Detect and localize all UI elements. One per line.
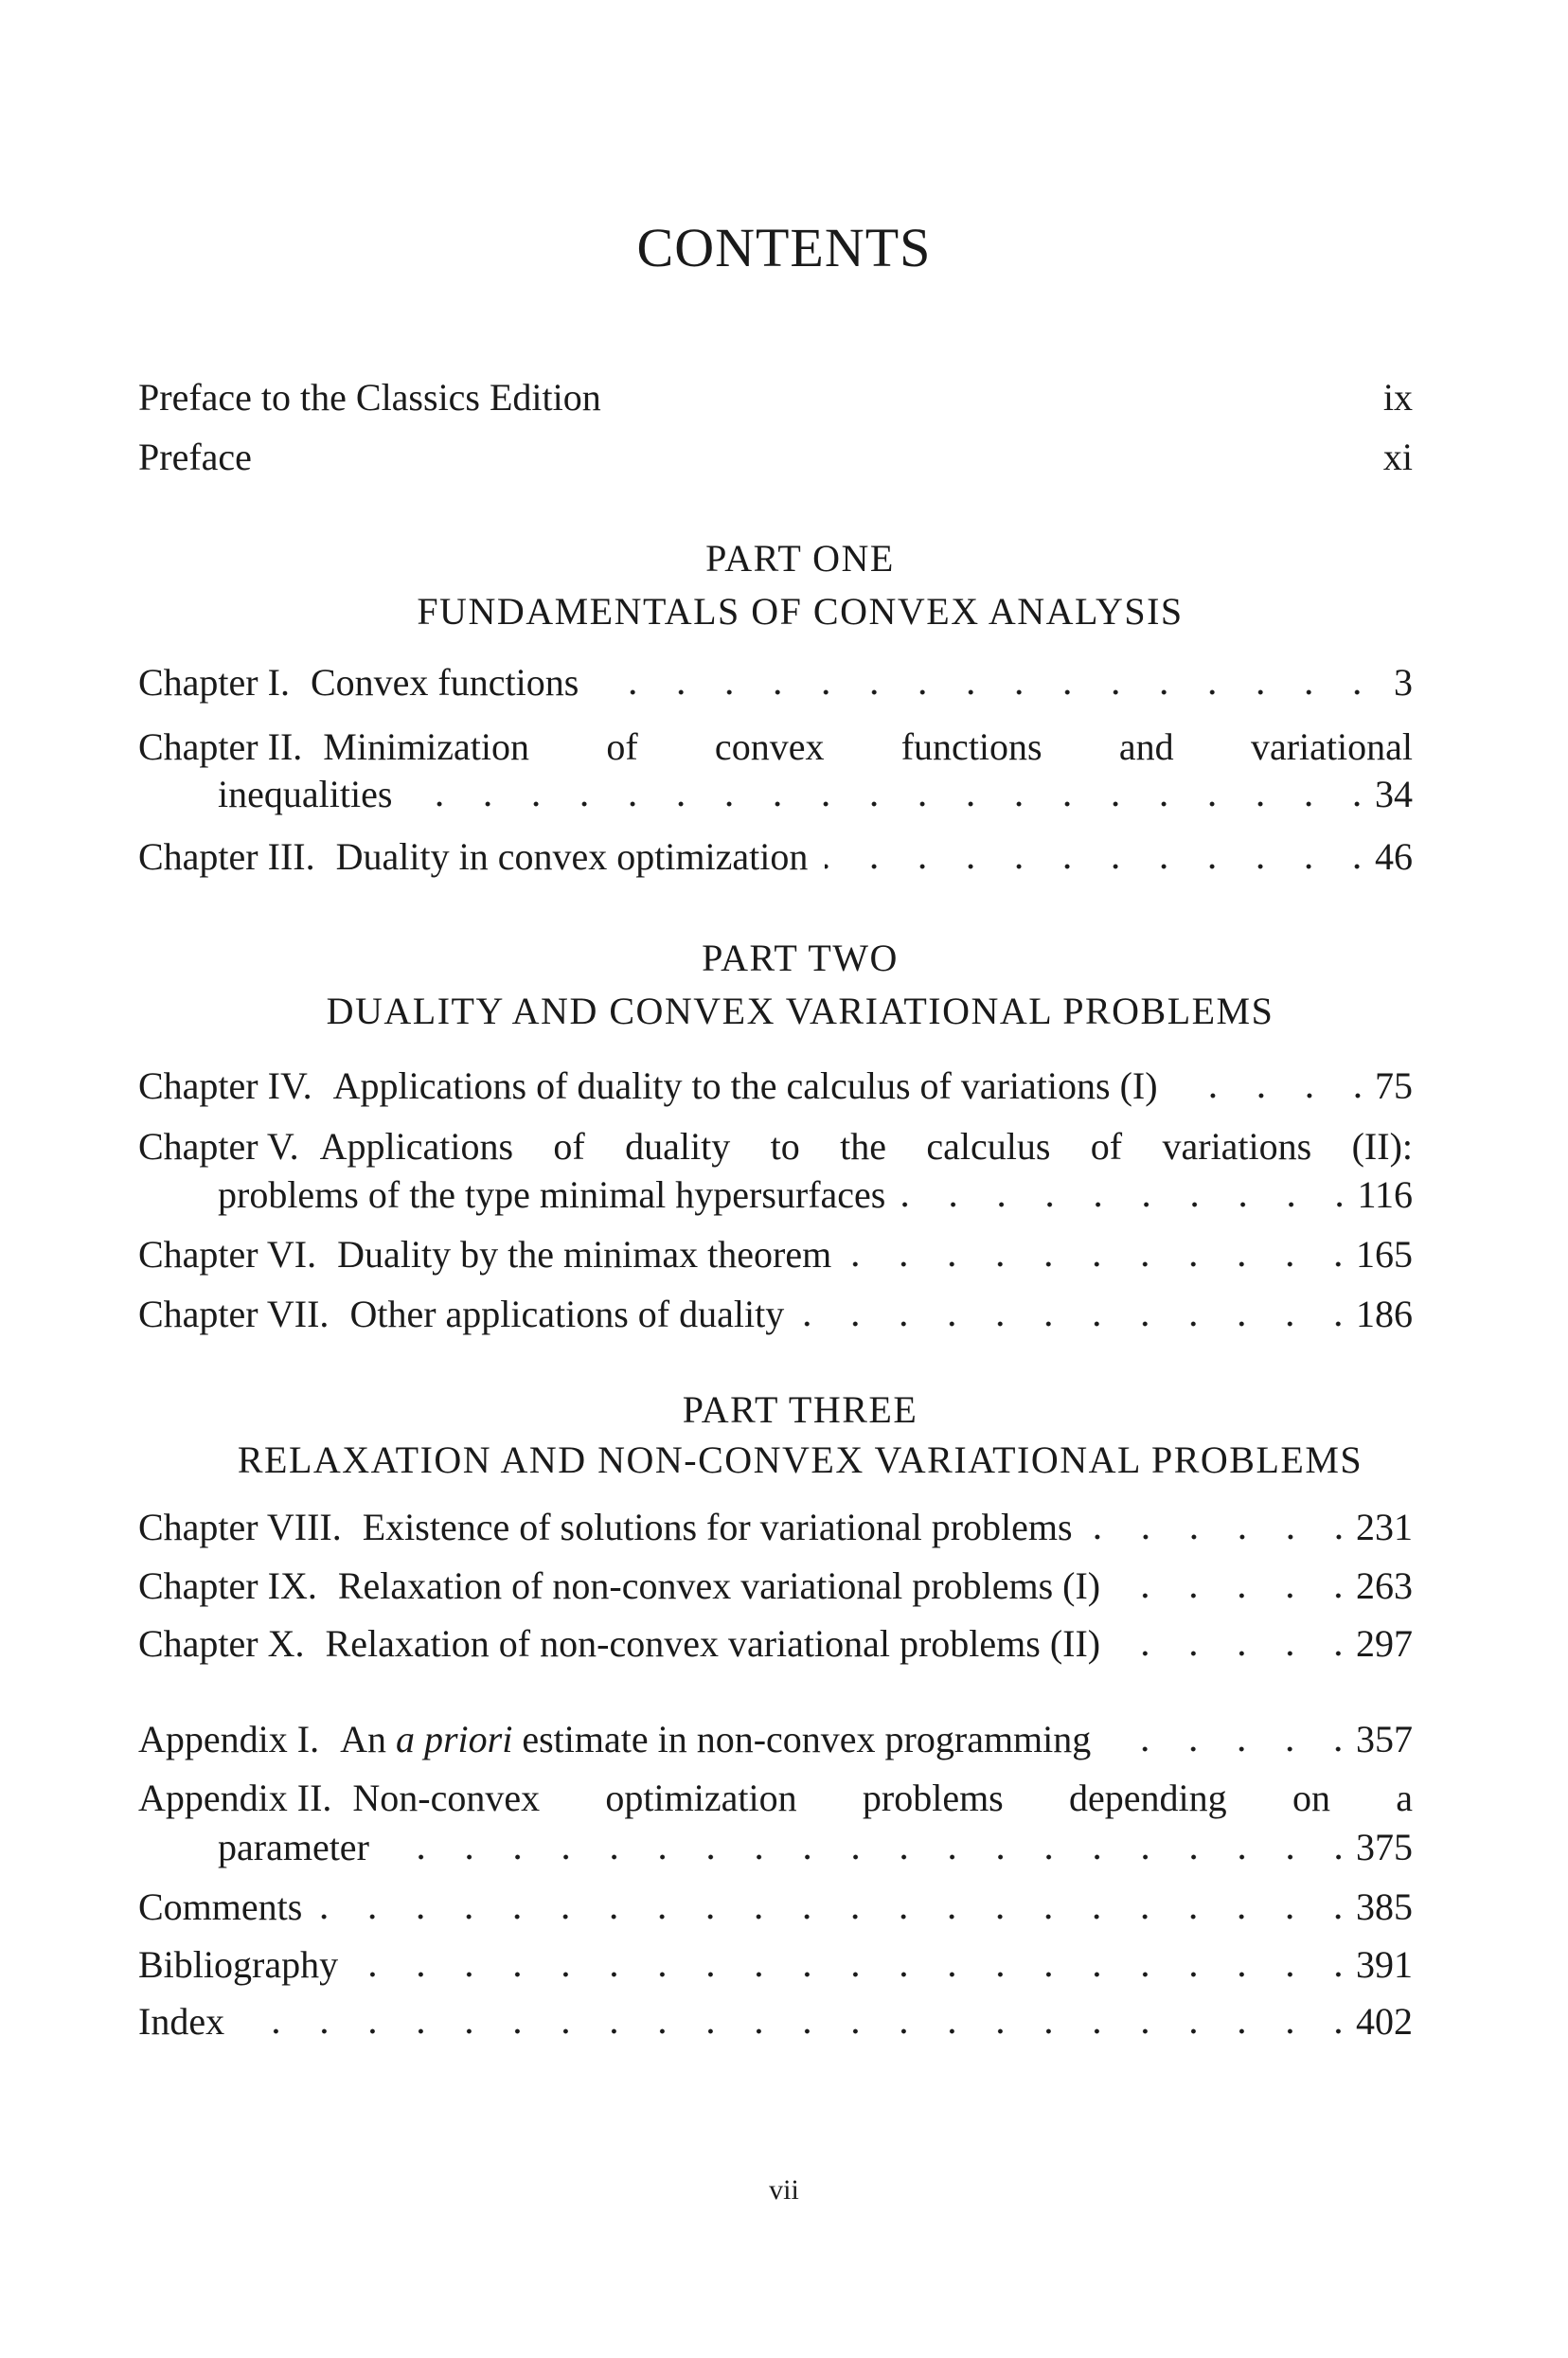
entry-label xyxy=(138,1776,1413,1821)
entry-title: Applications of duality to the calculus of variations (II): xyxy=(319,1125,1413,1168)
toc-entry[interactable] xyxy=(138,435,1413,480)
entry-title: Applications of duality to the calculus of variations (I) xyxy=(332,1064,1158,1107)
toc-entry[interactable] xyxy=(218,1172,1413,1218)
page-title: CONTENTS xyxy=(636,217,932,278)
dot-leader xyxy=(1090,1534,1343,1540)
entry-label xyxy=(218,1825,369,1870)
entry-label xyxy=(138,435,252,480)
entry-page: 46 xyxy=(1375,835,1413,878)
entry-title: Bibliography xyxy=(138,1943,339,1986)
entry-number: Chapter II. xyxy=(138,725,303,768)
toc-entry[interactable] xyxy=(138,1505,1413,1550)
entry-page: 186 xyxy=(1356,1293,1413,1335)
part-heading: DUALITY AND CONVEX VARIATIONAL PROBLEMS xyxy=(326,990,1274,1032)
dot-leader xyxy=(355,1972,1343,1977)
dot-leader xyxy=(1117,1593,1343,1599)
dot-leader xyxy=(848,1261,1343,1267)
entry-page: 3 xyxy=(1394,661,1413,704)
toc-entry[interactable] xyxy=(218,1825,1413,1870)
entry-label xyxy=(138,1292,784,1337)
entry-number: Appendix I. xyxy=(138,1718,320,1760)
entry-title: inequalities xyxy=(218,773,393,815)
part-label: PART ONE xyxy=(705,537,895,580)
dot-leader xyxy=(902,1202,1344,1207)
entry-page: 34 xyxy=(1375,773,1413,815)
toc-entry[interactable] xyxy=(138,1124,1413,1170)
toc-entry[interactable] xyxy=(138,375,1413,420)
dot-leader xyxy=(825,864,1362,869)
entry-number: Chapter IX. xyxy=(138,1564,317,1607)
toc-entry[interactable] xyxy=(138,1621,1413,1667)
entry-title: Duality by the minimax theorem xyxy=(337,1233,832,1276)
entry-page: 231 xyxy=(1356,1506,1413,1548)
dot-leader xyxy=(409,801,1362,807)
entry-title: Comments xyxy=(138,1885,303,1928)
entry-title-emphasis: a priori xyxy=(395,1718,513,1760)
entry-number: Chapter X. xyxy=(138,1622,305,1665)
entry-page: 402 xyxy=(1356,2000,1413,2043)
entry-label xyxy=(138,1063,1158,1109)
entry-title: Preface to the Classics Edition xyxy=(138,376,601,419)
entry-page: 263 xyxy=(1356,1564,1413,1607)
entry-title: Relaxation of non-convex variational problems (II) xyxy=(325,1622,1101,1665)
entry-page: 357 xyxy=(1356,1718,1413,1760)
entry-page: 75 xyxy=(1375,1064,1413,1107)
toc-entry[interactable] xyxy=(138,724,1413,770)
entry-page: 385 xyxy=(1356,1885,1413,1928)
entry-title-post: estimate in non-convex programming xyxy=(512,1718,1092,1760)
toc-entry[interactable] xyxy=(138,1292,1413,1337)
toc-entry[interactable] xyxy=(138,1885,1413,1930)
dot-leader xyxy=(241,2028,1343,2034)
toc-entry[interactable] xyxy=(138,1999,1413,2045)
entry-title: Non-convex optimization problems depending on a xyxy=(352,1777,1413,1819)
entry-title: parameter xyxy=(218,1826,369,1868)
toc-entry[interactable] xyxy=(138,1063,1413,1109)
toc-entry[interactable] xyxy=(218,772,1413,817)
entry-label xyxy=(138,375,601,420)
entry-label xyxy=(138,1621,1100,1667)
entry-page: 165 xyxy=(1356,1233,1413,1276)
entry-number: Chapter VII. xyxy=(138,1293,330,1335)
entry-label xyxy=(138,660,579,706)
entry-label xyxy=(138,724,1413,770)
entry-page: 391 xyxy=(1356,1943,1413,1986)
entry-label xyxy=(218,772,392,817)
entry-title: Other applications of duality xyxy=(349,1293,785,1335)
entry-number: Chapter VIII. xyxy=(138,1506,342,1548)
part-heading: RELAXATION AND NON-CONVEX VARIATIONAL PROBLEMS xyxy=(237,1438,1363,1481)
entry-number: Chapter IV. xyxy=(138,1064,312,1107)
entry-page: 297 xyxy=(1356,1622,1413,1665)
entry-title: problems of the type minimal hypersurfaces xyxy=(218,1173,886,1216)
entry-label xyxy=(138,1999,224,2045)
entry-number: Chapter VI. xyxy=(138,1233,317,1276)
dot-leader xyxy=(596,689,1362,695)
toc-entry[interactable] xyxy=(138,1563,1413,1609)
toc-entry[interactable] xyxy=(138,1776,1413,1821)
entry-number: Chapter V. xyxy=(138,1125,299,1168)
toc-entry[interactable] xyxy=(138,1717,1413,1762)
toc-entry[interactable] xyxy=(138,834,1413,880)
entry-title: Index xyxy=(138,2000,225,2043)
page-number: vii xyxy=(769,2174,799,2206)
entry-label xyxy=(138,1717,1091,1762)
entry-title: Relaxation of non-convex variational problems (I) xyxy=(337,1564,1101,1607)
entry-label xyxy=(138,1885,302,1930)
entry-label xyxy=(138,1942,338,1988)
dot-leader xyxy=(386,1854,1343,1860)
entry-title: Convex functions xyxy=(310,661,579,704)
entry-number: Chapter III. xyxy=(138,835,315,878)
entry-title: Minimization of convex functions and variational xyxy=(323,725,1413,768)
toc-entry[interactable] xyxy=(138,1942,1413,1988)
dot-leader xyxy=(1117,1651,1343,1656)
dot-leader xyxy=(1175,1093,1362,1099)
part-heading: FUNDAMENTALS OF CONVEX ANALYSIS xyxy=(417,590,1184,633)
part-label: PART TWO xyxy=(702,937,899,979)
entry-page: ix xyxy=(1382,376,1413,419)
entry-label xyxy=(138,1124,1413,1170)
dot-leader xyxy=(319,1914,1343,1920)
entry-number: Appendix II. xyxy=(138,1777,332,1819)
entry-page: 375 xyxy=(1356,1826,1413,1868)
entry-title: Preface xyxy=(138,436,252,478)
entry-label xyxy=(138,834,808,880)
entry-page: 116 xyxy=(1357,1173,1413,1216)
entry-label xyxy=(138,1505,1073,1550)
toc-entry[interactable] xyxy=(138,660,1413,706)
dot-leader xyxy=(1108,1746,1343,1752)
dot-leader xyxy=(801,1321,1343,1327)
toc-entry[interactable] xyxy=(138,1232,1413,1277)
entry-label xyxy=(138,1563,1100,1609)
entry-title-pre: An xyxy=(340,1718,396,1760)
part-label: PART THREE xyxy=(682,1388,918,1431)
entry-label xyxy=(218,1172,885,1218)
entry-number: Chapter I. xyxy=(138,661,290,704)
entry-label xyxy=(138,1232,831,1277)
entry-page: xi xyxy=(1382,436,1413,478)
entry-title: Duality in convex optimization xyxy=(335,835,809,878)
entry-title: Existence of solutions for variational problems xyxy=(362,1506,1073,1548)
